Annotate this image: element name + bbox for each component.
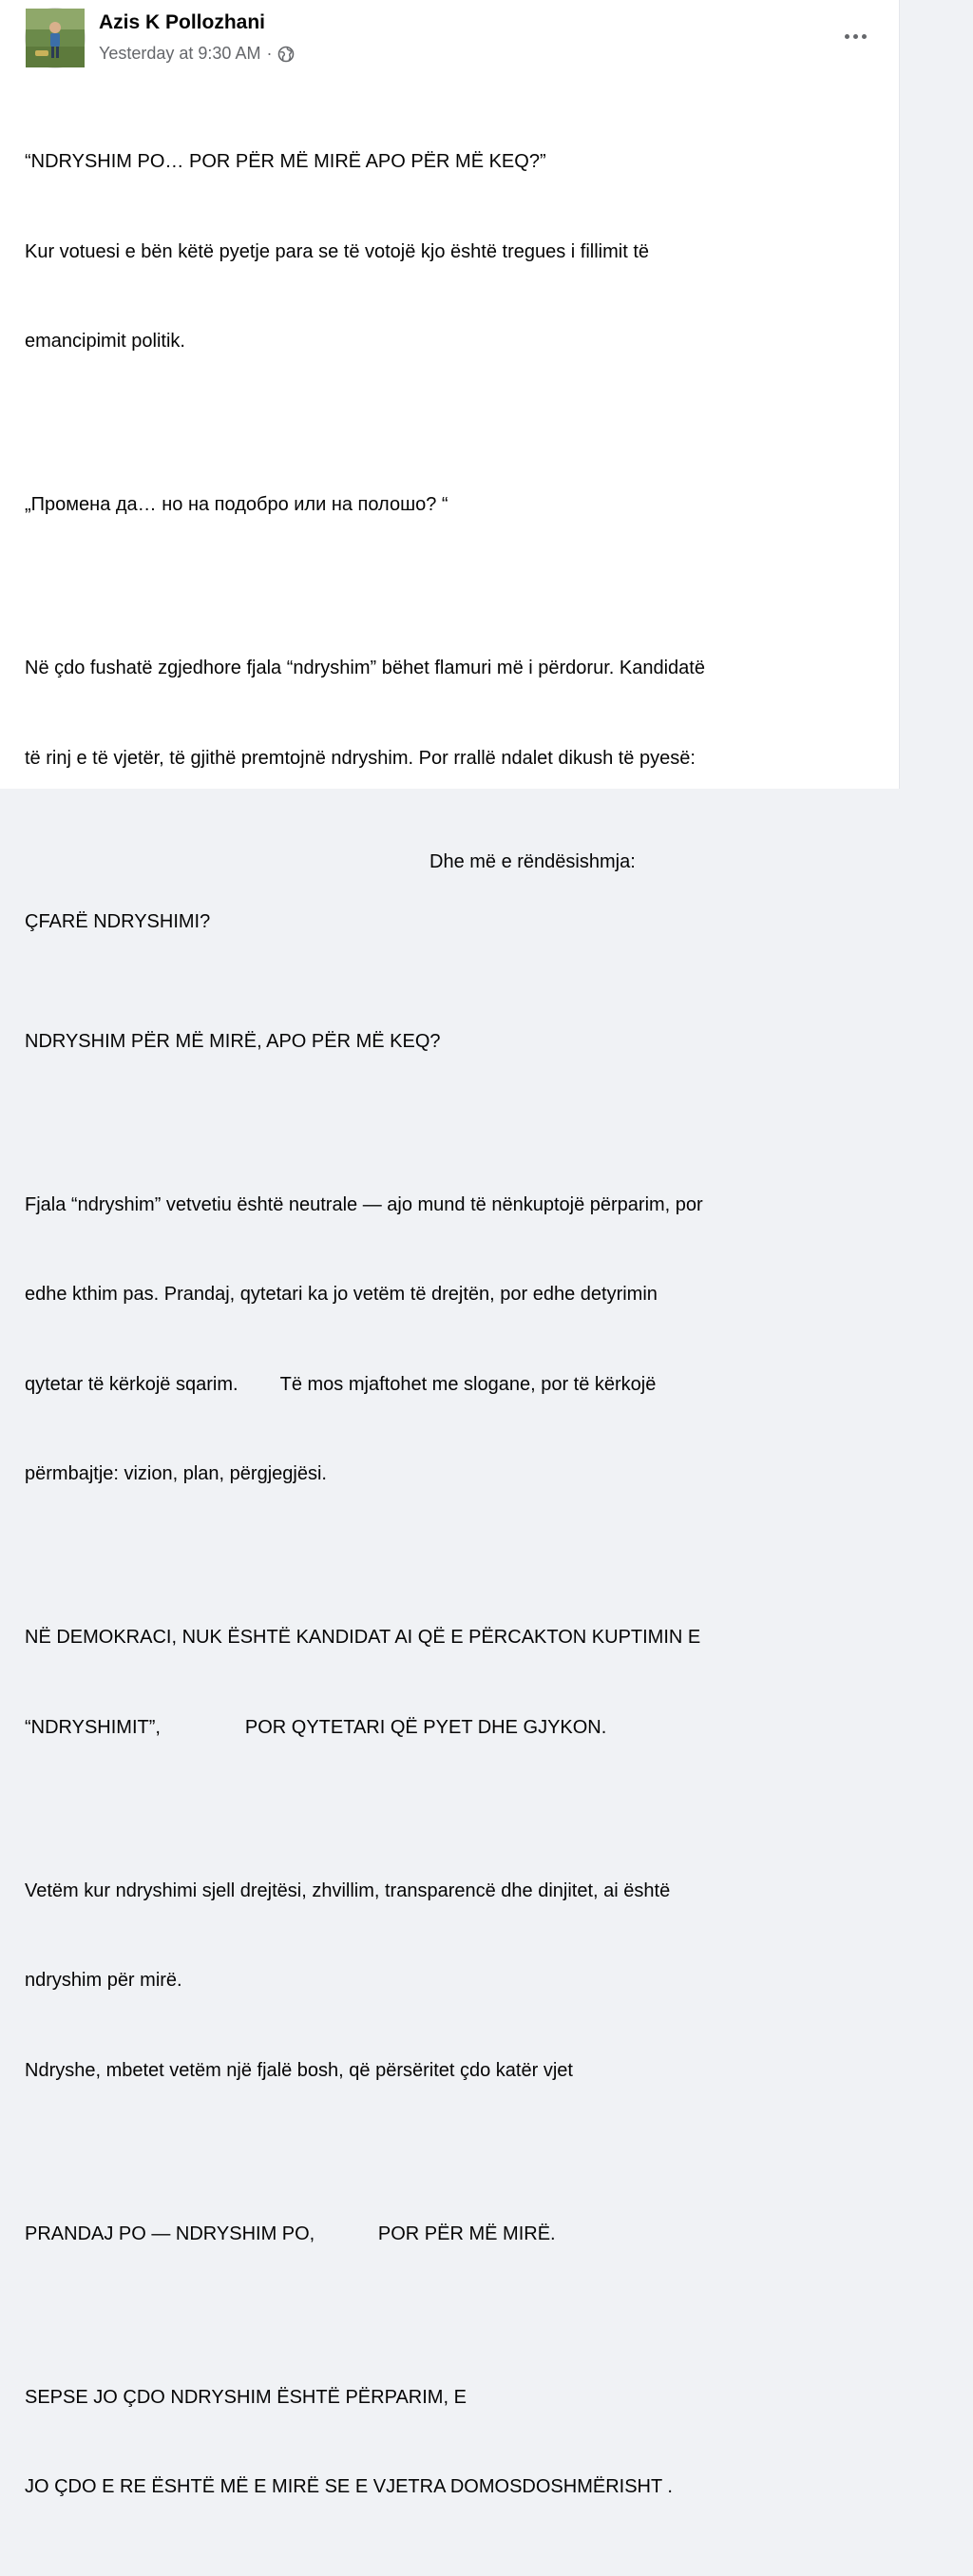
post-line: Fjala “ndryshim” vetvetiu është neutrale — ajo mund të nënkuptojë përparim, por	[25, 1193, 703, 1215]
paragraph-4	[25, 848, 880, 1117]
post-line: “NDRYSHIM PO… POR PËR MË MIRË APO PËR MË KEQ?”	[25, 151, 546, 172]
post-line-col2: Dhe më e rëndësishmja:	[429, 850, 636, 872]
more-options-icon[interactable]	[840, 25, 870, 48]
paragraph-9	[25, 2323, 880, 2563]
post-line: NDRYSHIM PËR MË MIRË, APO PËR MË KEQ?	[25, 1030, 441, 1052]
post-line: Kur votuesi e bën këtë pyetje para se të votojë kjo është tregues i fillimit të	[25, 240, 650, 262]
paragraph-5	[25, 1131, 880, 1550]
post-line: Vetëm kur ndryshimi sjell drejtësi, zhvillim, transparencë dhe dinjitet, ai është	[25, 1880, 671, 1901]
post-body	[25, 87, 880, 2576]
paragraph-2	[25, 430, 880, 581]
post-line: Ndryshe, mbetet vetëm një fjalë bosh, që përsëritet çdo katër vjet	[25, 2059, 573, 2081]
paragraph-7	[25, 1817, 880, 2147]
post-line: JO ÇDO E RE ËSHTË MË E MIRË SE E VJETRA DOMOSDOSHMËRISHT .	[25, 2476, 673, 2497]
post-header	[0, 0, 899, 76]
post-meta	[99, 44, 295, 64]
post-line: “NDRYSHIMIT”, POR QYTETARI QË PYET DHE GJYKON.	[25, 1716, 607, 1738]
post-line: ÇFARË NDRYSHIMI?	[25, 910, 211, 932]
post-line: edhe kthim pas. Prandaj, qytetari ka jo vetëm të drejtën, por edhe detyrimin	[25, 1284, 658, 1305]
paragraph-3	[25, 594, 880, 833]
paragraph-6	[25, 1563, 880, 1803]
paragraph-8	[25, 2160, 880, 2310]
globe-icon[interactable]	[277, 46, 295, 63]
post-line: PRANDAJ PO — NDRYSHIM PO, POR PËR MË MIRË.	[25, 2223, 556, 2244]
avatar[interactable]	[25, 8, 86, 68]
post-line: NË DEMOKRACI, NUK ËSHTË KANDIDAT AI QË E PËRCAKTON KUPTIMIN E	[25, 1627, 701, 1648]
post-line: emancipimit politik.	[25, 331, 185, 352]
author-name[interactable]: Azis K Pollozhani	[99, 11, 266, 33]
post-line: përmbajtje: vizion, plan, përgjegjësi.	[25, 1463, 327, 1484]
paragraph-1	[25, 87, 880, 417]
post-line: Në çdo fushatë zgjedhore fjala “ndryshim” bëhet flamuri më i përdorur. Kandidatë	[25, 658, 705, 678]
post-line: të rinj e të vjetër, të gjithë premtojnë ndryshim. Por rrallë ndalet dikush të pyesë:	[25, 747, 696, 769]
post-line: ndryshim për mirë.	[25, 1970, 182, 1991]
post-line: „Промена да… но на подобро или на полошо? “	[25, 494, 448, 515]
post-line: SEPSE JO ÇDO NDRYSHIM ËSHTË PËRPARIM, E	[25, 2386, 467, 2408]
avatar-photo	[26, 9, 85, 67]
post-line: qytetar të kërkojë sqarim. Të mos mjaftohet me slogane, por të kërkojë	[25, 1373, 657, 1395]
meta-separator: ·	[266, 44, 273, 63]
post-timestamp[interactable]: Yesterday at 9:30 AM	[99, 44, 261, 63]
